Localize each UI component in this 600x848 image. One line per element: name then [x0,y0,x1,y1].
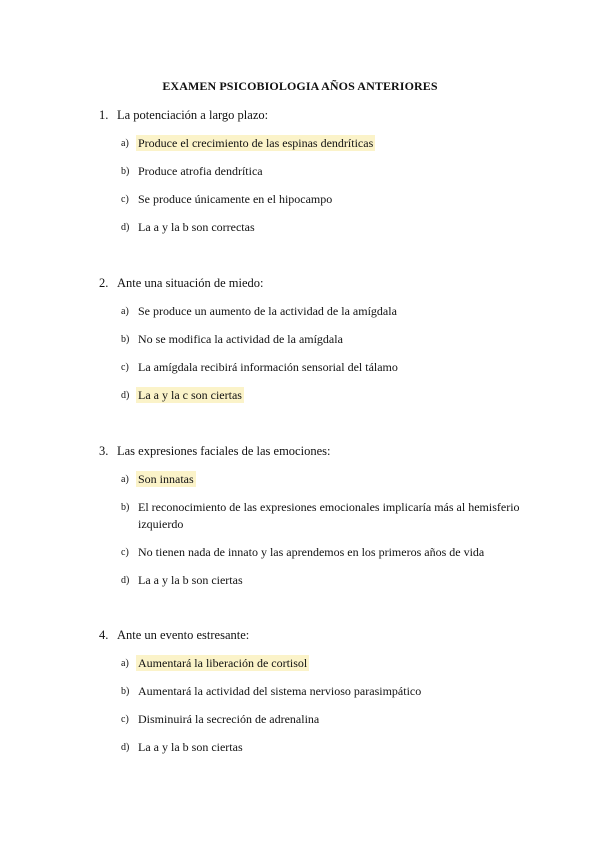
page-title: EXAMEN PSICOBIOLOGIA AÑOS ANTERIORES [162,79,438,93]
option-4a [121,655,521,672]
question-number: 1. [99,108,109,122]
option-letter: b) [121,502,130,513]
option-text: Aumentará la liberación de cortisol [138,656,308,670]
option-3c [121,544,541,561]
option-text: La a y la c son ciertas [138,388,242,402]
option-text: La a y la b son correctas [138,220,255,234]
question-1 [99,108,268,123]
question-text: Las expresiones faciales de las emociones: [117,444,331,458]
option-text: Produce el crecimiento de las espinas dendríticas [138,136,374,150]
option-letter: d) [121,575,130,586]
option-letter: c) [121,714,129,725]
question-3 [99,444,330,459]
option-2c [121,359,521,376]
option-letter: a) [121,474,129,485]
option-letter: c) [121,362,129,373]
option-letter: a) [121,138,129,149]
option-3b [121,499,521,533]
question-number: 4. [99,628,109,642]
question-text: Ante una situación de miedo: [117,276,264,290]
option-2b [121,331,521,348]
question-2 [99,276,264,291]
question-number: 2. [99,276,109,290]
question-4 [99,628,249,643]
option-1d [121,219,521,236]
option-letter: c) [121,194,129,205]
option-letter: d) [121,390,130,401]
question-number: 3. [99,444,109,458]
option-letter: b) [121,334,130,345]
option-letter: b) [121,166,130,177]
option-text: No tienen nada de innato y las aprendemos en los primeros años de vida [138,545,485,559]
question-text: Ante un evento estresante: [117,628,250,642]
option-letter: c) [121,547,129,558]
option-text: No se modifica la actividad de la amígdala [138,332,343,346]
option-text: Aumentará la actividad del sistema nervioso parasimpático [138,684,422,698]
option-letter: d) [121,742,130,753]
option-3a [121,471,521,488]
option-4d [121,739,521,756]
option-letter: b) [121,686,130,697]
option-text: El reconocimiento de las expresiones emocionales implicaría más al hemisferio izquierdo [138,500,520,531]
option-letter: a) [121,306,129,317]
option-letter: d) [121,222,130,233]
option-letter: a) [121,658,129,669]
option-4c [121,711,521,728]
option-text: Se produce únicamente en el hipocampo [138,192,333,206]
option-3d [121,572,521,589]
option-1a [121,135,521,152]
option-1b [121,163,521,180]
option-text: La amígdala recibirá información sensorial del tálamo [138,360,398,374]
option-text: Disminuirá la secreción de adrenalina [138,712,320,726]
question-text: La potenciación a largo plazo: [117,108,269,122]
option-text: Son innatas [138,472,194,486]
option-text: Produce atrofia dendrítica [138,164,263,178]
option-text: Se produce un aumento de la actividad de la amígdala [138,304,397,318]
option-2a [121,303,521,320]
option-text: La a y la b son ciertas [138,573,243,587]
option-1c [121,191,521,208]
option-2d [121,387,521,404]
option-text: La a y la b son ciertas [138,740,243,754]
option-4b [121,683,521,700]
